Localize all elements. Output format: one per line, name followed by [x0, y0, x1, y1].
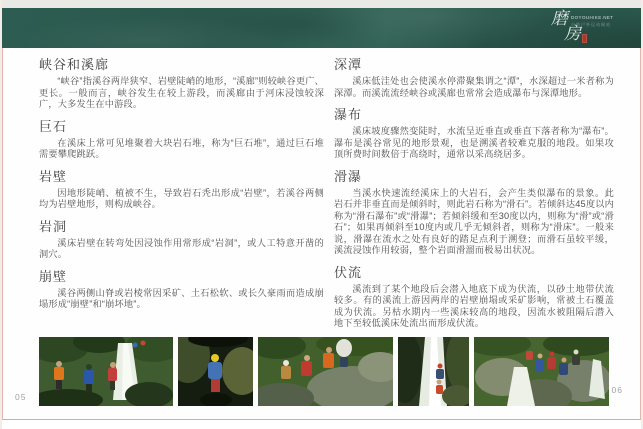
logo-site-text: DOYOUHIKE.NET	[571, 15, 614, 20]
logo-tagline: 自助户外运动网站	[571, 22, 611, 27]
section-title: 崩壁	[39, 268, 68, 284]
page-content	[2, 48, 641, 420]
page-number-right: 06	[611, 385, 623, 395]
page-number-left: 05	[15, 392, 27, 402]
section-body: 溪床坡度骤然变陡时，水流呈近垂直或垂直下落者称为“瀑布”。瀑布是溪谷常见的地形景观，也是溯溪者较难克服的地段。如果攻顶所费时间数倍于高绕时，通常以采高绕居多。	[334, 126, 614, 159]
section-collapsed-wall	[39, 270, 324, 311]
section-title: 伏流	[334, 264, 363, 280]
section-underground-stream	[334, 266, 614, 330]
top-margin-strip	[0, 0, 643, 8]
section-title: 岩壁	[39, 168, 68, 184]
section-title: 瀑布	[334, 107, 363, 122]
section-rock-wall	[39, 170, 324, 211]
logo-character-2: 房	[564, 24, 581, 44]
left-page-edge	[0, 0, 2, 429]
section-body: 溪床岩壁在转弯处因浸蚀作用常形成“岩洞”，或人工特意开凿的洞穴。	[39, 237, 324, 259]
photo-waterfall-descent	[398, 337, 469, 406]
section-slide-fall	[334, 170, 614, 257]
header-banner	[2, 8, 641, 48]
left-column	[39, 58, 324, 311]
section-rock-cave	[39, 220, 324, 261]
section-deep-pool	[334, 58, 614, 99]
mofang-logo	[551, 11, 625, 47]
photo-group-crossing-cascades	[474, 337, 609, 406]
section-title: 滑瀑	[334, 168, 363, 184]
photo-strip	[39, 337, 609, 406]
section-body: 因地形陡峭、植被不生，导致岩石秃出形成“岩壁”，若溪谷两侧均为岩壁地形，则构成峡谷。	[39, 187, 324, 209]
section-body: 溪流到了某个地段后会潜入地底下成为伏流，以砂土地带伏流较多。有的溪流上游因两岸的岩壁崩塌或采矿影响，常被土石覆盖成为伏流。另枯水期内一些溪床较高的地段，因流水被阻隔后潜入地下至较低溪床处流出而形成伏流。	[334, 283, 614, 328]
section-canyon-and-corridor	[39, 58, 324, 111]
photo-caver-under-rock	[178, 337, 253, 406]
section-title: 岩洞	[39, 218, 68, 234]
section-boulders	[39, 120, 324, 161]
section-title: 峡谷和溪廊	[39, 57, 110, 72]
logo-seal-stamp-icon	[582, 34, 587, 43]
section-body: 在溪床上常可见堆聚着大块岩石堆，称为“巨石堆”，通过巨石堆需要攀爬跳跃。	[39, 137, 324, 159]
photo-climbers-on-boulders	[258, 337, 393, 406]
logo-character-1: 磨	[551, 9, 568, 29]
section-body: 溪谷两侧山脊或岩棱常因采矿、土石松软、或长久豪雨而造成崩塌形成“崩壁”和“崩坏地”。	[39, 287, 324, 309]
section-body: 溪床低洼处也会使溪水停滞聚集谓之“潭”，水深超过一米者称为深潭。而溪流流经峡谷或溪廊也常常会造成瀑布与深潭地形。	[334, 76, 614, 98]
section-body: “峡谷”指溪谷两岸狭窄、岩壁陡峭的地形，“溪廊”则较峡谷更广、更长。一般而言，峡谷发生在较上游段，而溪廊由于河床浸蚀较深广，大多发生在中游段。	[39, 76, 324, 109]
section-title: 巨石	[39, 118, 68, 134]
section-body: 当溪水快速流经溪床上的大岩石，会产生类似瀑布的景象。此岩石并非垂直而是倾斜时，则此岩石称为“滑石”。若倾斜达45度以内称为“滑石瀑布”或“滑瀑”；若倾斜缓和至30度以内，则称为“滑”或“滑石”；如果再倾斜至10度内或几乎无倾斜者，则称为“滑床”。一般来说，滑瀑在流水之处有良好的踏足点利于溯登；而滑石虽较平缓，溪流浸蚀作用较弱，整个岩面滑溜而极易出状况。	[334, 187, 614, 255]
section-waterfall	[334, 108, 614, 161]
photo-hikers-near-waterfall	[39, 337, 173, 406]
right-column	[334, 58, 614, 330]
section-title: 深潭	[334, 57, 363, 72]
